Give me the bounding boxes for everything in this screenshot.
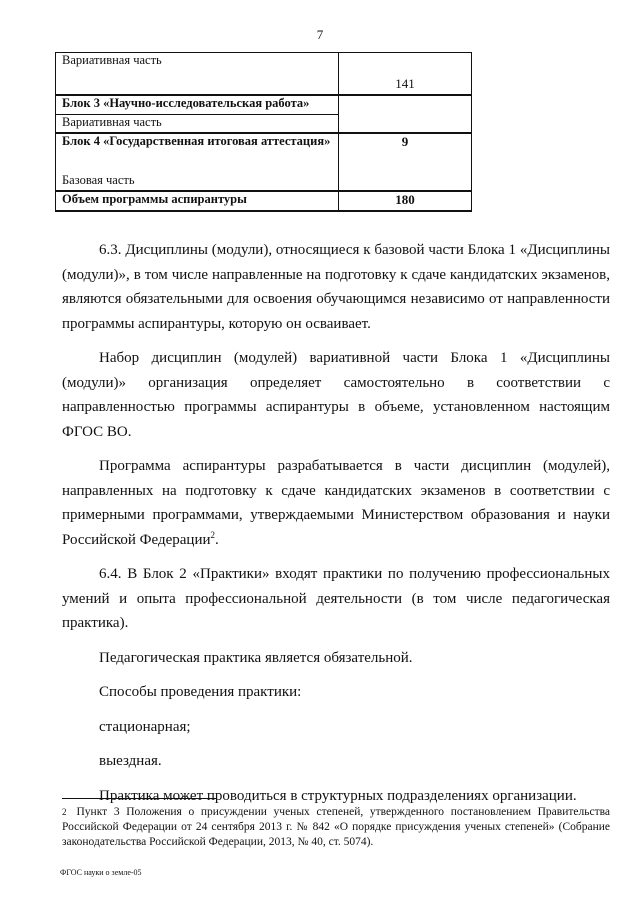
table-row <box>56 133 472 173</box>
list-item: стационарная; <box>99 718 191 735</box>
paragraph: Способы проведения практики: <box>99 684 302 700</box>
paragraph-end: . <box>215 531 219 548</box>
document-footer: ФГОС науки о земле-05 <box>60 868 142 877</box>
table-cell-value: 141 <box>339 53 472 95</box>
paragraph <box>62 454 610 552</box>
footnote-mark: 2 <box>62 807 67 817</box>
paragraph: 6.4. В Блок 2 «Практики» входят практики по получению профессиональных умений и опыта профессиональной деятельности (в том числе педагогическая практика). <box>62 566 610 631</box>
paragraph: Набор дисциплин (модулей) вариативной части Блока 1 «Дисциплины (модули)» организация определяет самостоятельно в соответствии с направленностью программы аспирантуры в объеме, установленном настоящим ФГОС ВО. <box>62 350 610 440</box>
table-cell-label: Блок 4 «Государственная итоговая аттестация» <box>56 133 339 173</box>
table-cell-label: Базовая часть <box>56 173 339 191</box>
paragraph: Педагогическая практика является обязательной. <box>99 649 413 666</box>
curriculum-table <box>55 52 472 212</box>
footnote-divider <box>62 798 217 799</box>
table-cell-label: Блок 3 «Научно-исследовательская работа» <box>56 95 339 115</box>
table-cell-value: 9 <box>339 133 472 191</box>
footnote-ref[interactable]: 2 <box>210 529 216 540</box>
table-row <box>56 191 472 211</box>
page-number: 7 <box>316 27 324 42</box>
table-cell-value: 180 <box>339 191 472 211</box>
footnote <box>62 805 610 850</box>
table-cell-label: Вариативная часть <box>56 115 339 133</box>
table-cell-label: Объем программы аспирантуры <box>56 191 339 211</box>
paragraph-text: Программа аспирантуры разрабатывается в части дисциплин (модулей), направленных на подготовку к сдаче кандидатских экзаменов в соответствии с примерными программами, утверждаемыми Министерством образования и науки Российской Федерации <box>62 458 610 548</box>
paragraph: 6.3. Дисциплины (модули), относящиеся к базовой части Блока 1 «Дисциплины (модули)», в том числе направленные на подготовку к сдаче кандидатских экзаменов, являются обязательными для освоения обучающимся независимо от направленности программы аспирантуры, которую он осваивает. <box>62 242 610 332</box>
table-cell-label: Вариативная часть <box>56 53 339 95</box>
footnote-text: Пункт 3 Положения о присуждении ученых степеней, утвержденного постановлением Правительства Российской Федерации от 24 сентября 2013 г. № 842 «О порядке присуждения ученых степеней» (Собрание законодательства Российской Федерации, 2013, № 40, ст. 5074). <box>62 806 610 848</box>
table-cell-empty <box>339 95 472 133</box>
paragraph: Практика может проводиться в структурных подразделениях организации. <box>99 787 577 804</box>
table-row <box>56 53 472 95</box>
list-item: выездная. <box>99 753 162 769</box>
table-row <box>56 95 472 115</box>
body-text <box>62 238 610 808</box>
